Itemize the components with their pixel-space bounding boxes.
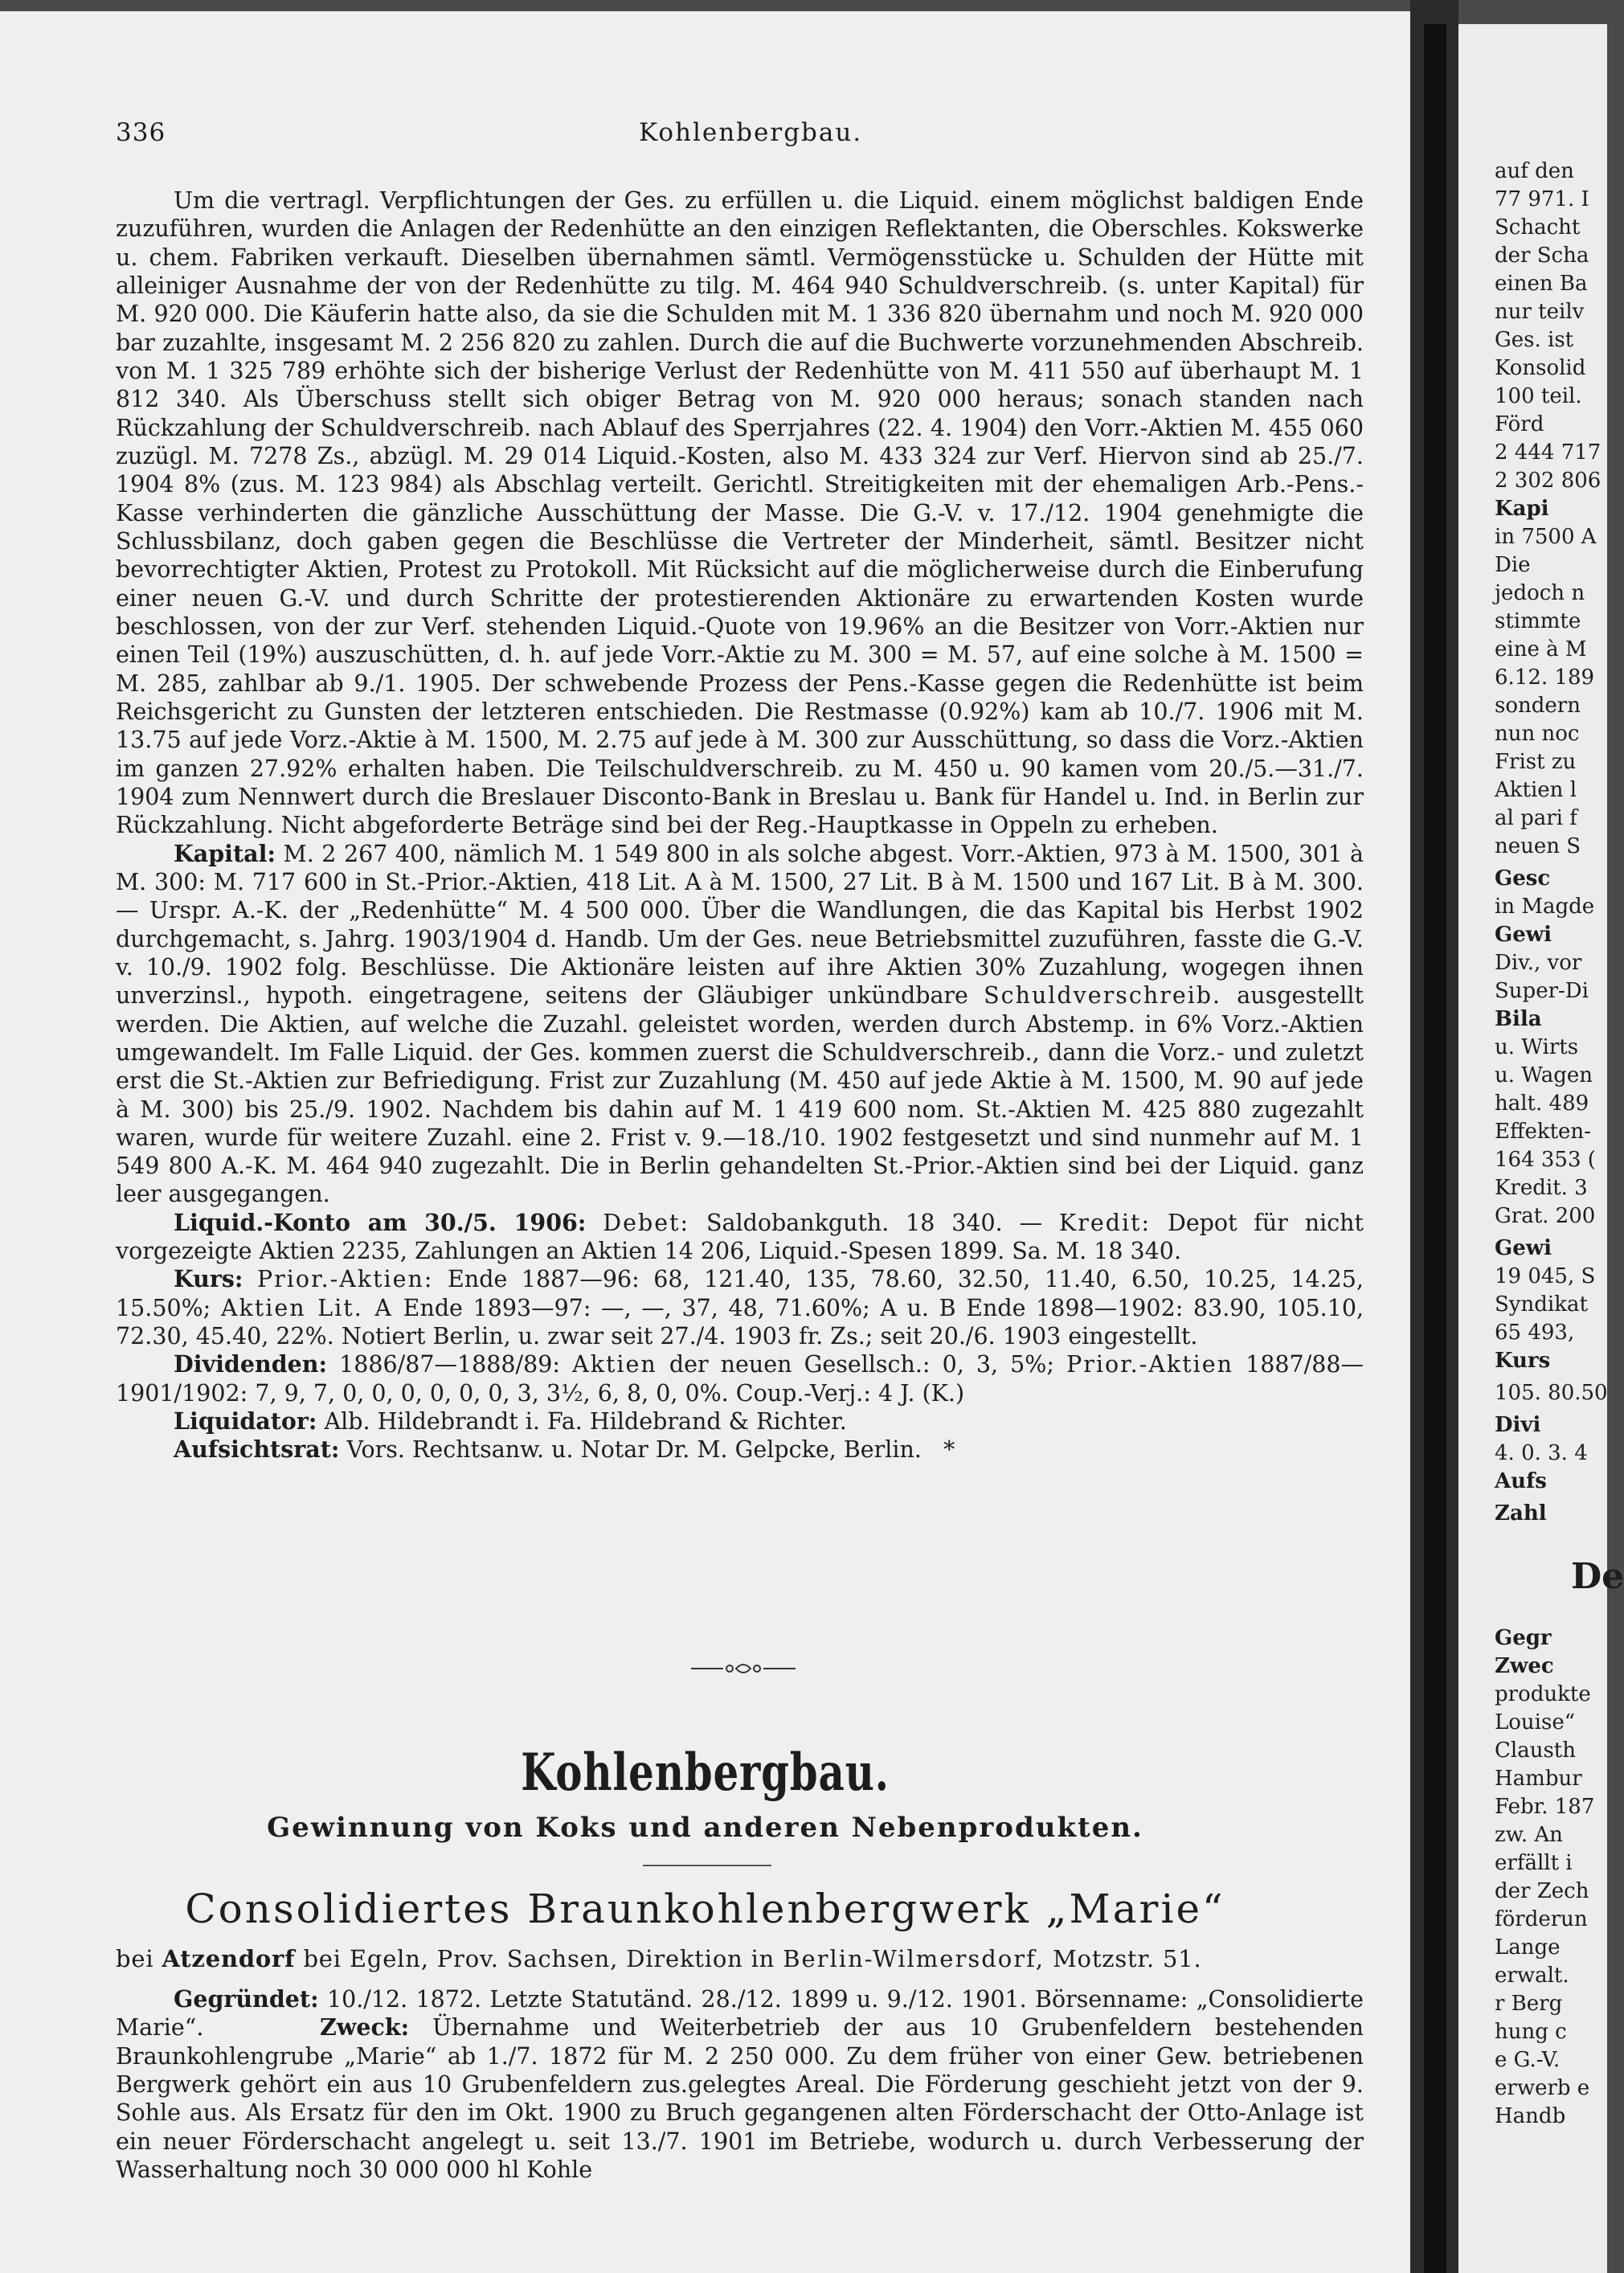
adjacent-page-fragment: Gewi — [1495, 1236, 1552, 1260]
adjacent-page-fragment: stimmte — [1495, 609, 1581, 633]
adjacent-page-fragment: Super-Di — [1495, 979, 1589, 1003]
adjacent-page-fragment: eine à M — [1495, 637, 1587, 661]
adjacent-page-fragment: neuen S — [1495, 834, 1581, 858]
adjacent-page-fragment: 2 444 717 — [1495, 440, 1602, 465]
adjacent-page-fragment: sondern — [1495, 694, 1581, 718]
adjacent-page-fragment: in Magde — [1495, 895, 1595, 919]
divider-rule — [643, 1865, 771, 1866]
marie-entry — [116, 1985, 1364, 2184]
page-number: 336 — [116, 118, 166, 147]
adjacent-page-fragment: 6.12. 189 — [1495, 666, 1595, 690]
redenhuette-entry — [116, 186, 1364, 1464]
kapital-paragraph — [116, 840, 1364, 1209]
zweck-label: Zweck: — [320, 2013, 410, 2042]
kurs-text-2: Ende 1893—97: —, —, 37, 48, 71.60%; A u. B Ende 1898—1902: 83.90, 105.10, 72.30, 45.40, 22%. Notiert Berlin, u. zwar seit 27./4. 1903 fr. Zs.; seit 20./6. 1903 eingestellt. — [116, 1294, 1364, 1350]
adjacent-page-fragment: in 7500 A — [1495, 525, 1597, 549]
binding-shadow — [1424, 24, 1446, 2273]
adjacent-page-fragment: 105. 80.50 — [1495, 1381, 1608, 1405]
adjacent-page-fragment: 100 teil. — [1495, 384, 1582, 408]
adjacent-page-fragment: 164 353 ( — [1495, 1148, 1596, 1172]
liquidator-paragraph — [116, 1407, 1364, 1435]
location-street: Motzstr. 51. — [1053, 1945, 1202, 1972]
adjacent-page-fragment: Effekten- — [1495, 1120, 1591, 1144]
adjacent-page-fragment: der Zech — [1495, 1879, 1589, 1903]
adjacent-page-fragment: Gewi — [1495, 923, 1552, 947]
adjacent-page-fragment: 2 302 806 — [1495, 469, 1602, 493]
adjacent-page-fragment: Gegr — [1495, 1626, 1552, 1650]
location-text: bei Egeln, Prov. Sachsen, Direktion in — [303, 1945, 775, 1972]
adjacent-page-fragment: De — [1571, 1556, 1624, 1597]
div-aktien-label: Aktien — [572, 1351, 657, 1378]
kurs-paragraph — [116, 1265, 1364, 1350]
kapital-text: M. 2 267 400, nämlich M. 1 549 800 in als solche abgest. Vorr.-Aktien, 973 à M. 1500, 301 à M. 300: M. 717 600 in St.-Prior.-Aktien, 418 Lit. A à M. 1500, 27 Lit. B à M. 1500 und 167 Lit. B à M. 300. — Urspr. A.-K. der „Redenhütte“ M. 4 500 000. Über die Wandlungen, die das Kapital bis Herbst 1902 durchgemacht, s. Jahrg. 1903/1904 d. Handb. Um der Ges. neue Betriebsmittel zuzuführen, fasste die G.-V. v. 10./9. 1902 folg. Beschlüsse. Die Aktionäre leisten auf ihre Aktien 30% Zuzahlung, wogegen ihnen unverzinsl., hypoth. eingetragene, seitens der Gläubiger unkündbare — [116, 840, 1364, 1010]
location-city: Berlin-Wilmersdorf, — [783, 1945, 1045, 1972]
adjacent-page-fragment: 4. 0. 3. 4 — [1495, 1441, 1588, 1465]
dividenden-label: Dividenden: — [174, 1350, 328, 1378]
adjacent-page-fragment: Zwec — [1495, 1654, 1554, 1678]
adjacent-page-fragment: Lange — [1495, 1935, 1561, 1960]
div-prior-label: Prior.-Aktien — [1066, 1351, 1233, 1378]
adjacent-page-fragment: Zahl — [1495, 1501, 1547, 1526]
aufsichtsrat-label: Aufsichtsrat: — [174, 1435, 340, 1464]
location-prefix: bei — [116, 1945, 154, 1972]
aufsichtsrat-paragraph — [116, 1435, 1364, 1464]
kurs-aktien-label: Aktien Lit. A — [220, 1294, 393, 1321]
adjacent-page-fragment: Ges. ist — [1495, 328, 1574, 352]
div-text-3: 1887/88—1901/1902: 7, 9, 7, 0, 0, 0, 0, 0, 0, 3, 3½, 6, 8, 0, 0%. Coup.-Verj.: 4 J. (K.) — [116, 1351, 1364, 1407]
adjacent-page-fragment: Frist zu — [1495, 750, 1577, 774]
adjacent-page-fragment: einen Ba — [1495, 272, 1588, 296]
liquid-konto-label: Liquid.-Konto am 30./5. 1906: — [174, 1208, 587, 1236]
adjacent-page-fragment: Clausth — [1495, 1739, 1576, 1763]
kredit-label: Kredit: — [1058, 1209, 1152, 1236]
adjacent-page-fragment: 65 493, — [1495, 1321, 1575, 1345]
adjacent-page-fragment: r Berg — [1495, 1992, 1563, 2016]
company-location — [116, 1945, 1364, 1973]
location-place: Atzendorf — [162, 1945, 296, 1972]
adjacent-page-fragment: förderun — [1495, 1907, 1588, 1931]
debet-label: Debet: — [603, 1209, 690, 1236]
adjacent-page-fragment: Die — [1495, 553, 1531, 577]
kapital-spaced-term: Schuldverschreib. — [984, 982, 1222, 1010]
gegruendet-label: Gegründet: — [174, 1985, 319, 2013]
liquid-debet-text: Saldobankguth. 18 340. — — [706, 1209, 1043, 1236]
adjacent-page-fragment: auf den — [1495, 159, 1574, 183]
adjacent-page-fragment: erfällt i — [1495, 1851, 1573, 1875]
adjacent-page-fragment: erwerb e — [1495, 2076, 1590, 2100]
adjacent-page-fragment: Syndikat — [1495, 1292, 1588, 1317]
adjacent-page-fragment: Schacht — [1495, 215, 1581, 240]
adjacent-page-fragment: Div., vor — [1495, 951, 1582, 975]
adjacent-page-fragment: halt. 489 — [1495, 1091, 1589, 1116]
adjacent-page-fragment: Bila — [1495, 1007, 1542, 1031]
liquidation-paragraph: Um die vertragl. Verpflichtungen der Ges. zu erfüllen u. die Liquid. einem möglichst baldigen Ende zuzuführen, wurden die Anlagen der Redenhütte an den einzigen Reflektanten, die Oberschles. Kokswerke u. chem. Fabriken verkauft. Dieselben übernahmen sämtl. Vermögensstücke u. Schulden der Hütte mit alleiniger Ausnahme der von der Redenhütte zu tilg. M. 464 940 Schuldverschreib. (s. unter Kapital) für M. 920 000. Die Käuferin hatte also, da sie die Schulden mit M. 1 336 820 übernahm und noch M. 920 000 bar zuzahlte, insgesamt M. 2 256 820 zu zahlen. Durch die auf die Buchwerte vorzunehmenden Abschreib. von M. 1 325 789 erhöhte sich der bisherige Verlust der Redenhütte von M. 411 550 auf überhaupt M. 1 812 340. Als Überschuss stellt sich obiger Betrag von M. 920 000 heraus; sonach standen nach Rückzahlung der Schuldverschreib. nach Ablauf des Sperrjahres (22. 4. 1904) den Vorr.-Aktien M. 455 060 zuzügl. M. 7278 Zs., abzügl. M. 29 014 Liquid.-Kosten, also M. 433 324 zur Verf. Hiervon sind ab 25./7. 1904 8% (zus. M. 123 984) als Abschlag verteilt. Gerichtl. Streitigkeiten mit der ehemaligen Arb.-Pens.-Kasse verhinderten die gänzliche Ausschüttung der Masse. Die G.-V. v. 17./12. 1904 genehmigte die Schlussbilanz, doch gaben gegen die Beschlüsse die Vertreter der Minderheit, sämtl. Besitzer nicht bevorrechtigter Aktien, Protest zu Protokoll. Mit Rücksicht auf die möglicherweise durch die Einberufung einer neuen G.-V. und durch Schritte der protestierenden Aktionäre zu erwartenden Kosten wurde beschlossen, von der zur Verf. stehenden Liquid.-Quote von 19.96% an die Besitzer von Vorr.-Aktien nur einen Teil (19%) auszuschütten, d. h. auf jede Vorr.-Aktie zu M. 300 = M. 57, auf eine solche à M. 1500 = M. 285, zahlbar ab 9./1. 1905. Der schwebende Prozess der Pens.-Kasse gegen die Redenhütte ist beim Reichsgericht zu Gunsten der letzteren entschieden. Die Restmasse (0.92%) kam ab 10./7. 1906 mit M. 13.75 auf jede Vorz.-Aktie à M. 1500, M. 2.75 auf jede à M. 300 zur Ausschüttung, so dass die Vorz.-Aktien im ganzen 27.92% erhalten haben. Die Teilschuldverschreib. zu M. 450 u. 90 kamen vom 20./5.—31./7. 1904 zum Nennwert durch die Breslauer Disconto-Bank in Breslau u. Bank für Handel u. Ind. in Berlin zur Rückzahlung. Nicht abgeforderte Beträge sind bei der Reg.-Hauptkasse in Oppeln zu erheben. — [116, 187, 1364, 839]
kurs-prior-label: Prior.-Aktien: — [257, 1266, 434, 1293]
adjacent-page-fragment: Kurs — [1495, 1349, 1551, 1373]
adjacent-page-fragment: Kredit. 3 — [1495, 1176, 1588, 1200]
running-head: Kohlenbergbau. — [639, 118, 863, 147]
div-text: 1886/87—1888/89: — [339, 1351, 561, 1378]
document-page — [0, 11, 1410, 2273]
adjacent-page-fragment: Aktien l — [1495, 778, 1577, 802]
adjacent-page-fragment: erwalt. — [1495, 1964, 1569, 1988]
adjacent-page-fragment: e G.-V. — [1495, 2048, 1561, 2072]
dividenden-paragraph — [116, 1350, 1364, 1407]
adjacent-page-fragment: Louise“ — [1495, 1710, 1576, 1734]
liquid-konto-paragraph — [116, 1209, 1364, 1266]
div-text-2: der neuen Gesellsch.: 0, 3, 5%; — [669, 1351, 1054, 1378]
footnote-mark: * — [943, 1436, 955, 1464]
kurs-text: Ende 1887—96: 68, 121.40, 135, 78.60, 32.50, 11.40, 6.50, 10.25, 14.25, 15.50%; — [116, 1266, 1364, 1321]
adjacent-page-fragment: zw. An — [1495, 1823, 1563, 1847]
adjacent-page-fragment: Divi — [1495, 1413, 1541, 1437]
ornament-divider — [691, 1659, 796, 1678]
liquidator-text: Alb. Hildebrandt i. Fa. Hildebrand & Richter. — [324, 1408, 847, 1435]
kapital-label: Kapital: — [174, 839, 276, 867]
aufsichtsrat-text: Vors. Rechtsanw. u. Notar Dr. M. Gelpcke, Berlin. — [346, 1436, 922, 1464]
kapital-text-2: ausgestellt werden. Die Aktien, auf welche die Zuzahl. geleistet worden, werden durch Abstemp. in 6% Vorz.-Aktien umgewandelt. Im Falle Liquid. der Ges. kommen zuerst die Schuldverschreib., dann die Vorz.- und zuletzt erst die St.-Aktien zur Befriedigung. Frist zur Zuzahlung (M. 450 auf jede Aktie à M. 1500, M. 90 auf jede à M. 300) bis 25./9. 1902. Nachdem bis dahin auf M. 1 419 600 nom. St.-Aktien M. 425 880 zugezahlt waren, wurde für weitere Zuzahl. eine 2. Frist v. 9.—18./10. 1902 festgesetzt und sind nunmehr auf M. 1 549 800 A.-K. M. 464 940 zugezahlt. Die in Berlin gehandelten St.-Prior.-Aktien sind bei der Liquid. ganz leer ausgegangen. — [116, 982, 1364, 1208]
adjacent-page-fragment: Konsolid — [1495, 356, 1586, 380]
liquid-kredit-text: Depot für nicht vorgezeigte Aktien 2235, Zahlungen an Aktien 14 206, Liquid.-Spesen 1899. Sa. M. 18 340. — [116, 1209, 1364, 1265]
adjacent-page-fragment: der Scha — [1495, 244, 1589, 268]
adjacent-page-fragment: Hambur — [1495, 1767, 1582, 1791]
adjacent-page-fragment: produkte — [1495, 1682, 1591, 1706]
liquidator-label: Liquidator: — [174, 1407, 317, 1435]
adjacent-page-fragment: Handb — [1495, 2104, 1566, 2128]
adjacent-page-fragment: Gesc — [1495, 866, 1551, 891]
company-name: Consolidiertes Braunkohlenbergwerk „Marie“ — [185, 1886, 1225, 1932]
adjacent-page-fragment: Febr. 187 — [1495, 1795, 1595, 1819]
adjacent-page-fragment: nur teilv — [1495, 300, 1585, 324]
zweck-text: Übernahme und Weiterbetrieb der aus 10 Grubenfeldern bestehenden Braunkohlengrube „Marie“ ab 1./7. 1872 für M. 2 250 000. Zu dem früher von einer Gew. betriebenen Bergwerk gehört ein aus 10 Grubenfeldern zus.gelegtes Areal. Die Förderung geschieht jetzt von der 9. Sohle aus. Als Ersatz für den im Okt. 1900 zu Bruch gegangenen alten Förderschacht der Otto-Anlage ist ein neuer Förderschacht angelegt u. seit 13./7. 1901 im Betriebe, wodurch u. durch Verbesserung der Wasserhaltung noch 30 000 000 hl Kohle — [116, 2014, 1364, 2183]
adjacent-page-fragment: hung c — [1495, 2020, 1567, 2044]
adjacent-page-fragment: u. Wagen — [1495, 1063, 1593, 1087]
kurs-label: Kurs: — [174, 1265, 243, 1293]
gegruendet-text: 10./12. 1872. Letzte Statutänd. 28./12. 1899 u. 9./12. 1901. Börsenname: „Consolidierte Marie“. — [116, 1986, 1364, 2042]
adjacent-page-fragment: Förd — [1495, 412, 1544, 436]
adjacent-page-fragment: 77 971. I — [1495, 187, 1589, 211]
adjacent-page-fragment: jedoch n — [1495, 581, 1585, 605]
section-title: Kohlenbergbau. — [521, 1743, 890, 1803]
adjacent-page-fragment: al pari f — [1495, 806, 1577, 830]
adjacent-page-fragment: nun noc — [1495, 722, 1580, 746]
adjacent-page-fragment: Kapi — [1495, 497, 1549, 521]
adjacent-page-fragment: 19 045, S — [1495, 1264, 1596, 1288]
gegruendet-paragraph — [116, 1985, 1364, 2184]
adjacent-page-edge — [1458, 24, 1624, 2273]
section-subtitle: Gewinnung von Koks und anderen Nebenprodukten. — [267, 1812, 1143, 1844]
adjacent-page-fragment: u. Wirts — [1495, 1035, 1579, 1059]
adjacent-page-fragment: Grat. 200 — [1495, 1204, 1596, 1228]
adjacent-page-fragment: Aufs — [1495, 1469, 1547, 1493]
